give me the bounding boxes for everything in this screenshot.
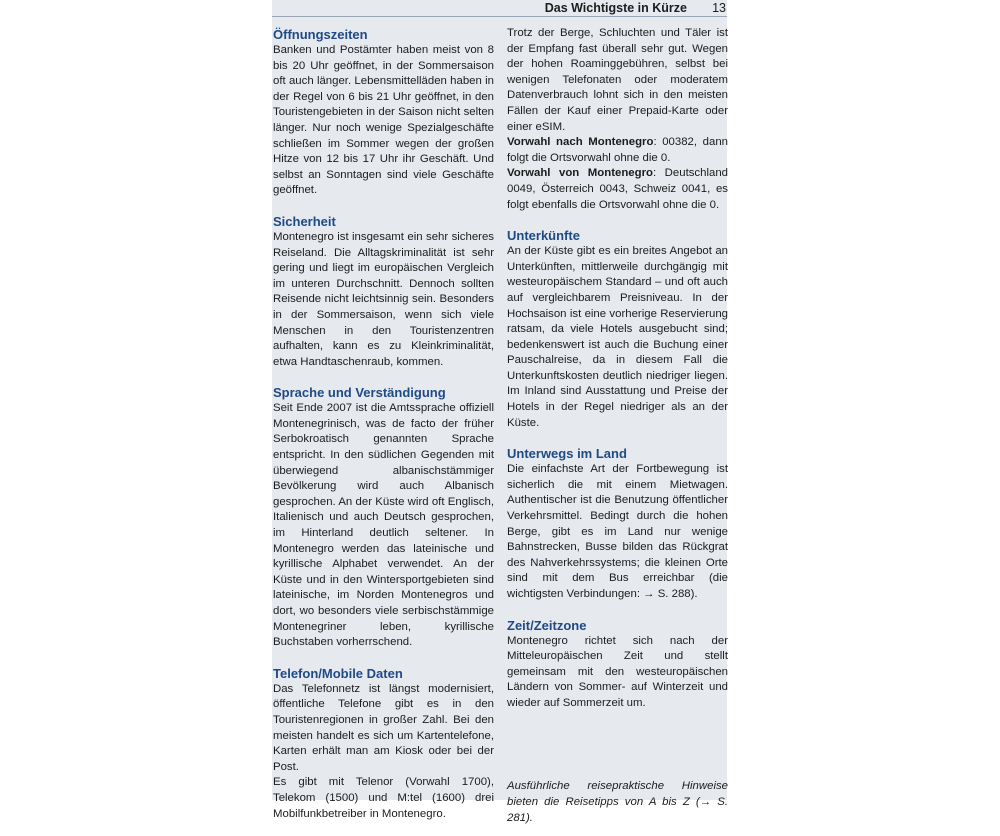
text-zeitzone: Montenegro richtet sich nach der Mitteleuropäischen Zeit und stellt gemeinsam mit den westeuropäischen Ländern von Sommer- auf Winterzeit und wieder auf Sommerzeit um.	[507, 634, 728, 709]
text-sicherheit: Montenegro ist insgesamt ein sehr sicheres Reiseland. Die Alltagskriminalität ist sehr gering und liegt im europäischen Vergleich im unteren Durchschnitt. Dennoch sollten Reisende nicht leichtsinnig sein. Besonders in der Sommersaison, wenn sich viele Menschen in den Touristenzentren aufhalten, kann es zu Kleinkriminalität, etwa Handtaschenraub, kommen.	[273, 230, 494, 368]
heading-sicherheit: Sicherheit	[273, 213, 336, 229]
text-unterkuenfte: An der Küste gibt es ein breites Angebot an Unterkünften, mittlerweile durchgängig mit westeuropäischem Standard – und oft auch auf vergleichbarem Preisniveau. In der Hochsaison ist eine vorherige Reservierung ratsam, da viele Hotels ausgebucht sind; bedenkenswert ist auch die Buchung einer Pauschalreise, da in diesem Fall die Unterkunftskosten deutlich niedriger liegen. Im Inland sind Ausstattung und Preise der Hotels in der Regel niedriger als an der Küste.	[507, 245, 728, 429]
vorwahl-nach-label: Vorwahl nach Montenegro	[507, 136, 654, 149]
vorwahl-von	[507, 166, 728, 213]
heading-unterkuenfte: Unterkünfte	[507, 228, 580, 244]
text-telefon-2: Es gibt mit Telenor (Vorwahl 1700), Telekom (1500) und M:tel (1600) drei Mobilfunkbetreiber in Montenegro.	[273, 776, 494, 820]
section-unterwegs	[507, 445, 728, 602]
text-oeffnungszeiten: Banken und Postämter haben meist von 8 bis 20 Uhr geöffnet, in der Sommersaison oft auch länger. Lebensmittelläden haben in der Regel von 6 bis 21 Uhr geöffnet, in den Touristengebieten in der Saison nicht selten länger. Nur noch wenige Spezialgeschäfte schließen im Sommer wegen der großen Hitze von 12 bis 17 Uhr ihr Geschäft. Und selbst an Sonntagen sind viele Geschäfte geöffnet.	[273, 44, 494, 197]
header-title: Das Wichtigste in Kürze	[544, 1, 687, 15]
running-header	[272, 0, 727, 17]
page-number: 13	[712, 1, 726, 15]
section-zeitzone	[507, 617, 728, 712]
vorwahl-von-text: : Deutschland 0049, Österreich 0043, Schweiz 0041, es folgt ebenfalls die Ortsvorwahl ohne die 0.	[507, 167, 728, 211]
heading-telefon: Telefon/Mobile Daten	[273, 665, 403, 681]
footer-note: Ausführliche reisepraktische Hinweise bieten die Reisetipps von A bis Z (→ S. 281).	[507, 780, 728, 824]
text-telefon-1: Das Telefonnetz ist längst modernisiert, öffentliche Telefone gibt es in den Touristenregionen in großer Zahl. Bei den meisten handelt es sich um Kartentelefone, Karten erhält man am Kiosk oder bei der Post.	[273, 682, 494, 773]
right-column	[507, 26, 728, 726]
section-telefon-continued	[507, 26, 728, 213]
heading-oeffnungszeiten: Öffnungszeiten	[273, 27, 368, 42]
heading-sprache: Sprache und Verständigung	[273, 385, 446, 401]
vorwahl-nach	[507, 135, 728, 166]
vorwahl-nach-text: : 00382, dann folgt die Ortsvorwahl ohne die 0.	[507, 136, 728, 164]
section-telefon	[273, 665, 494, 822]
left-column	[273, 26, 494, 836]
heading-unterwegs: Unterwegs im Land	[507, 446, 627, 462]
text-unterwegs: Die einfachste Art der Fortbewegung ist sicherlich die mit einem Mietwagen. Authentischer ist die Benutzung öffentlicher Verkehrsmittel. Bedingt durch die hohen Berge, gibt es im Land nur wenige Bahnstrecken, Busse bilden das Rückgrat des Nahverkehrssystems; die kleinen Orte sind mit dem Bus erreichbar (die wichtigsten Verbindungen: → S. 288).	[507, 463, 728, 600]
text-telefon-continued: Trotz der Berge, Schluchten und Täler ist der Empfang fast überall sehr gut. Wegen der hohen Roaminggebühren, selbst bei wenigen Telefonaten oder moderatem Datenverbrauch lohnt sich in den meisten Fällen der Kauf einer Prepaid-Karte oder einer eSIM.	[507, 27, 728, 133]
section-oeffnungszeiten	[273, 26, 494, 199]
section-unterkuenfte	[507, 227, 728, 431]
vorwahl-von-label: Vorwahl von Montenegro	[507, 167, 653, 180]
section-sicherheit	[273, 213, 494, 370]
section-sprache	[273, 384, 494, 651]
heading-zeitzone: Zeit/Zeitzone	[507, 617, 587, 633]
text-sprache: Seit Ende 2007 ist die Amtssprache offiziell Montenegrinisch, was de facto der früher Serbokroatisch genannten Sprache entspricht. In den südlichen Gegenden mit überwiegend albanischstämmiger Bevölkerung wird auch Albanisch gesprochen. An der Küste wird oft Englisch, Italienisch und auch Deutsch gesprochen, im Hinterland deutlich seltener. In Montenegro werden das lateinische und kyrillische Alphabet verwendet. An der Küste und in den Wintersportgebieten sind lateinische, im Norden Montenegros und dort, wo besonders viele serbischstämmige Montenegriner leben, kyrillische Buchstaben vorherrschend.	[273, 402, 494, 649]
